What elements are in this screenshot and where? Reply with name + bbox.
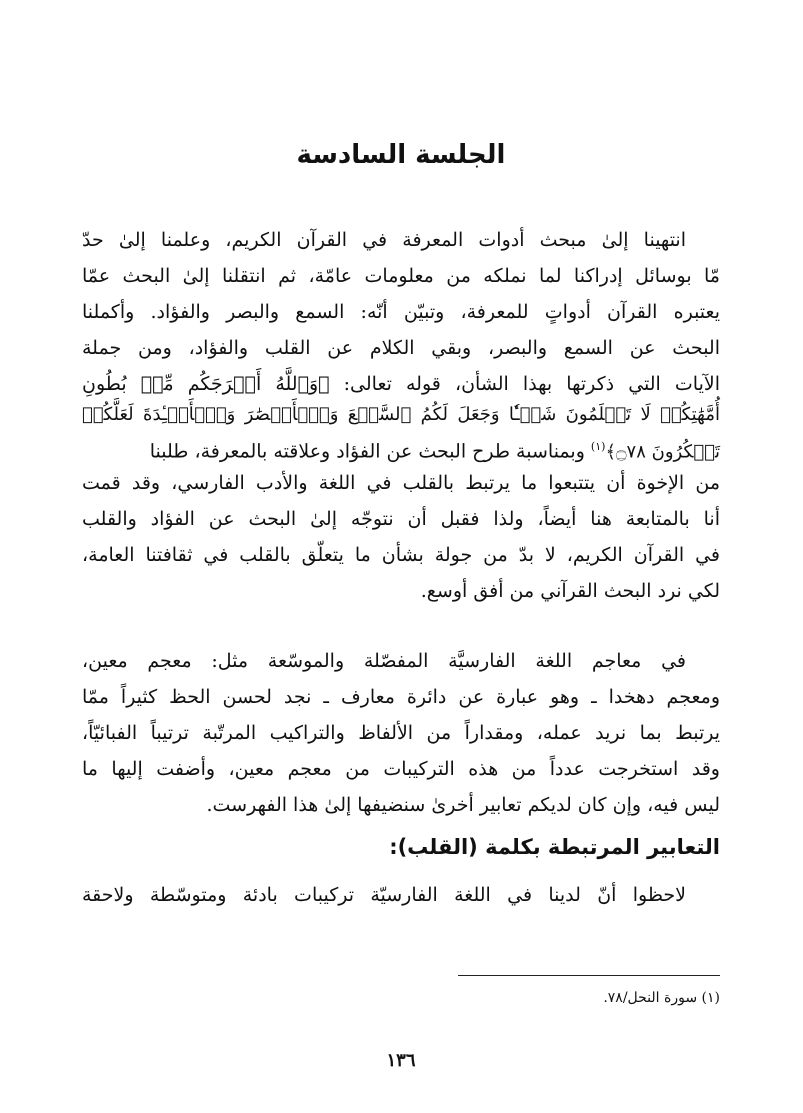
- text-line: لكي نرد البحث القرآني من أفق أوسع.: [420, 580, 720, 602]
- text-line: في القرآن الكريم، لا بدّ من جولة بشأن ما يتعلّق بالقلب في ثقافتنا العامة،: [82, 544, 720, 566]
- text-line: [82, 430, 720, 464]
- text-line: في معاجم اللغة الفارسيَّة المفصّلة والموسّعة مثل: معجم معين،: [82, 650, 686, 672]
- text-line: البحث عن السمع والبصر، وبقي الكلام عن القلب والفؤاد، ومن جملة: [82, 337, 720, 359]
- text-line: من الإخوة أن يتتبعوا ما يرتبط بالقلب في اللغة والأدب الفارسي، وقد قمت: [82, 472, 720, 494]
- text-line: أنا بالمتابعة هنا أيضاً، ولذا فقبل أن نتوجّه إلىٰ البحث عن الفؤاد والقلب: [82, 508, 720, 530]
- page-number: ١٣٦: [386, 1050, 416, 1071]
- text-line: الآيات التي ذكرتها بهذا الشأن، قوله تعالى: ﴿وَٱللَّهُ أَخۡرَجَكُم مِّنۢ بُطُونِ: [82, 373, 720, 395]
- text-line: يعتبره القرآن أدواتٍ للمعرفة، وتبيّن أنّه: السمع والبصر والفؤاد. وأكملنا: [82, 301, 720, 323]
- text-segment: وبمناسبة طرح البحث عن الفؤاد وعلاقته بالمعرفة، طلبنا: [149, 440, 591, 463]
- text-line: انتهينا إلىٰ مبحث أدوات المعرفة في القرآن الكريم، وعلمنا إلىٰ حدّ: [82, 229, 686, 251]
- footnote-divider: [458, 975, 720, 976]
- text-line: لاحظوا أنّ لدينا في اللغة الفارسيّة تركيبات بادئة ومتوسّطة ولاحقة: [82, 884, 686, 906]
- quran-verse-line: أُمَّهَٰتِكُمۡ لَا تَعۡلَمُونَ شَيۡـٔٗا وَجَعَلَ لَكُمُ ٱلسَّمۡعَ وَٱلۡأَبۡصَٰرَ وَٱلۡأَفۡـِٔدَةَ لَعَلَّكُمۡ: [82, 404, 720, 425]
- text-line: وقد استخرجت عدداً من هذه التركيبات من معجم معين، وأضفت إليها ما: [82, 758, 720, 780]
- quran-verse-end: تَشۡكُرُونَ ۝٧٨﴾: [605, 441, 720, 463]
- footnote-marker: (١): [590, 440, 606, 453]
- page-title: الجلسة السادسة: [296, 140, 506, 170]
- text-line: يرتبط بما نريد عمله، ومقداراً من الألفاظ والتراكيب المرتّبة ترتيباً الفبائيّاً،: [82, 722, 720, 744]
- footnote: (١) سورة النحل/٧٨.: [603, 990, 720, 1006]
- section-heading: التعابير المرتبطة بكلمة (القلب):: [389, 835, 720, 859]
- text-line: ليس فيه، وإن كان لديكم تعابير أخرىٰ سنضيفها إلىٰ هذا الفهرست.: [206, 794, 720, 816]
- text-line: مّا بوسائل إدراكنا لما نملكه من معلومات عامّة، ثم انتقلنا إلىٰ البحث عمّا: [82, 265, 720, 287]
- text-line: ومعجم دهخدا ـ وهو عبارة عن دائرة معارف ـ نجد لحسن الحظ كثيراً ممّا: [82, 686, 720, 708]
